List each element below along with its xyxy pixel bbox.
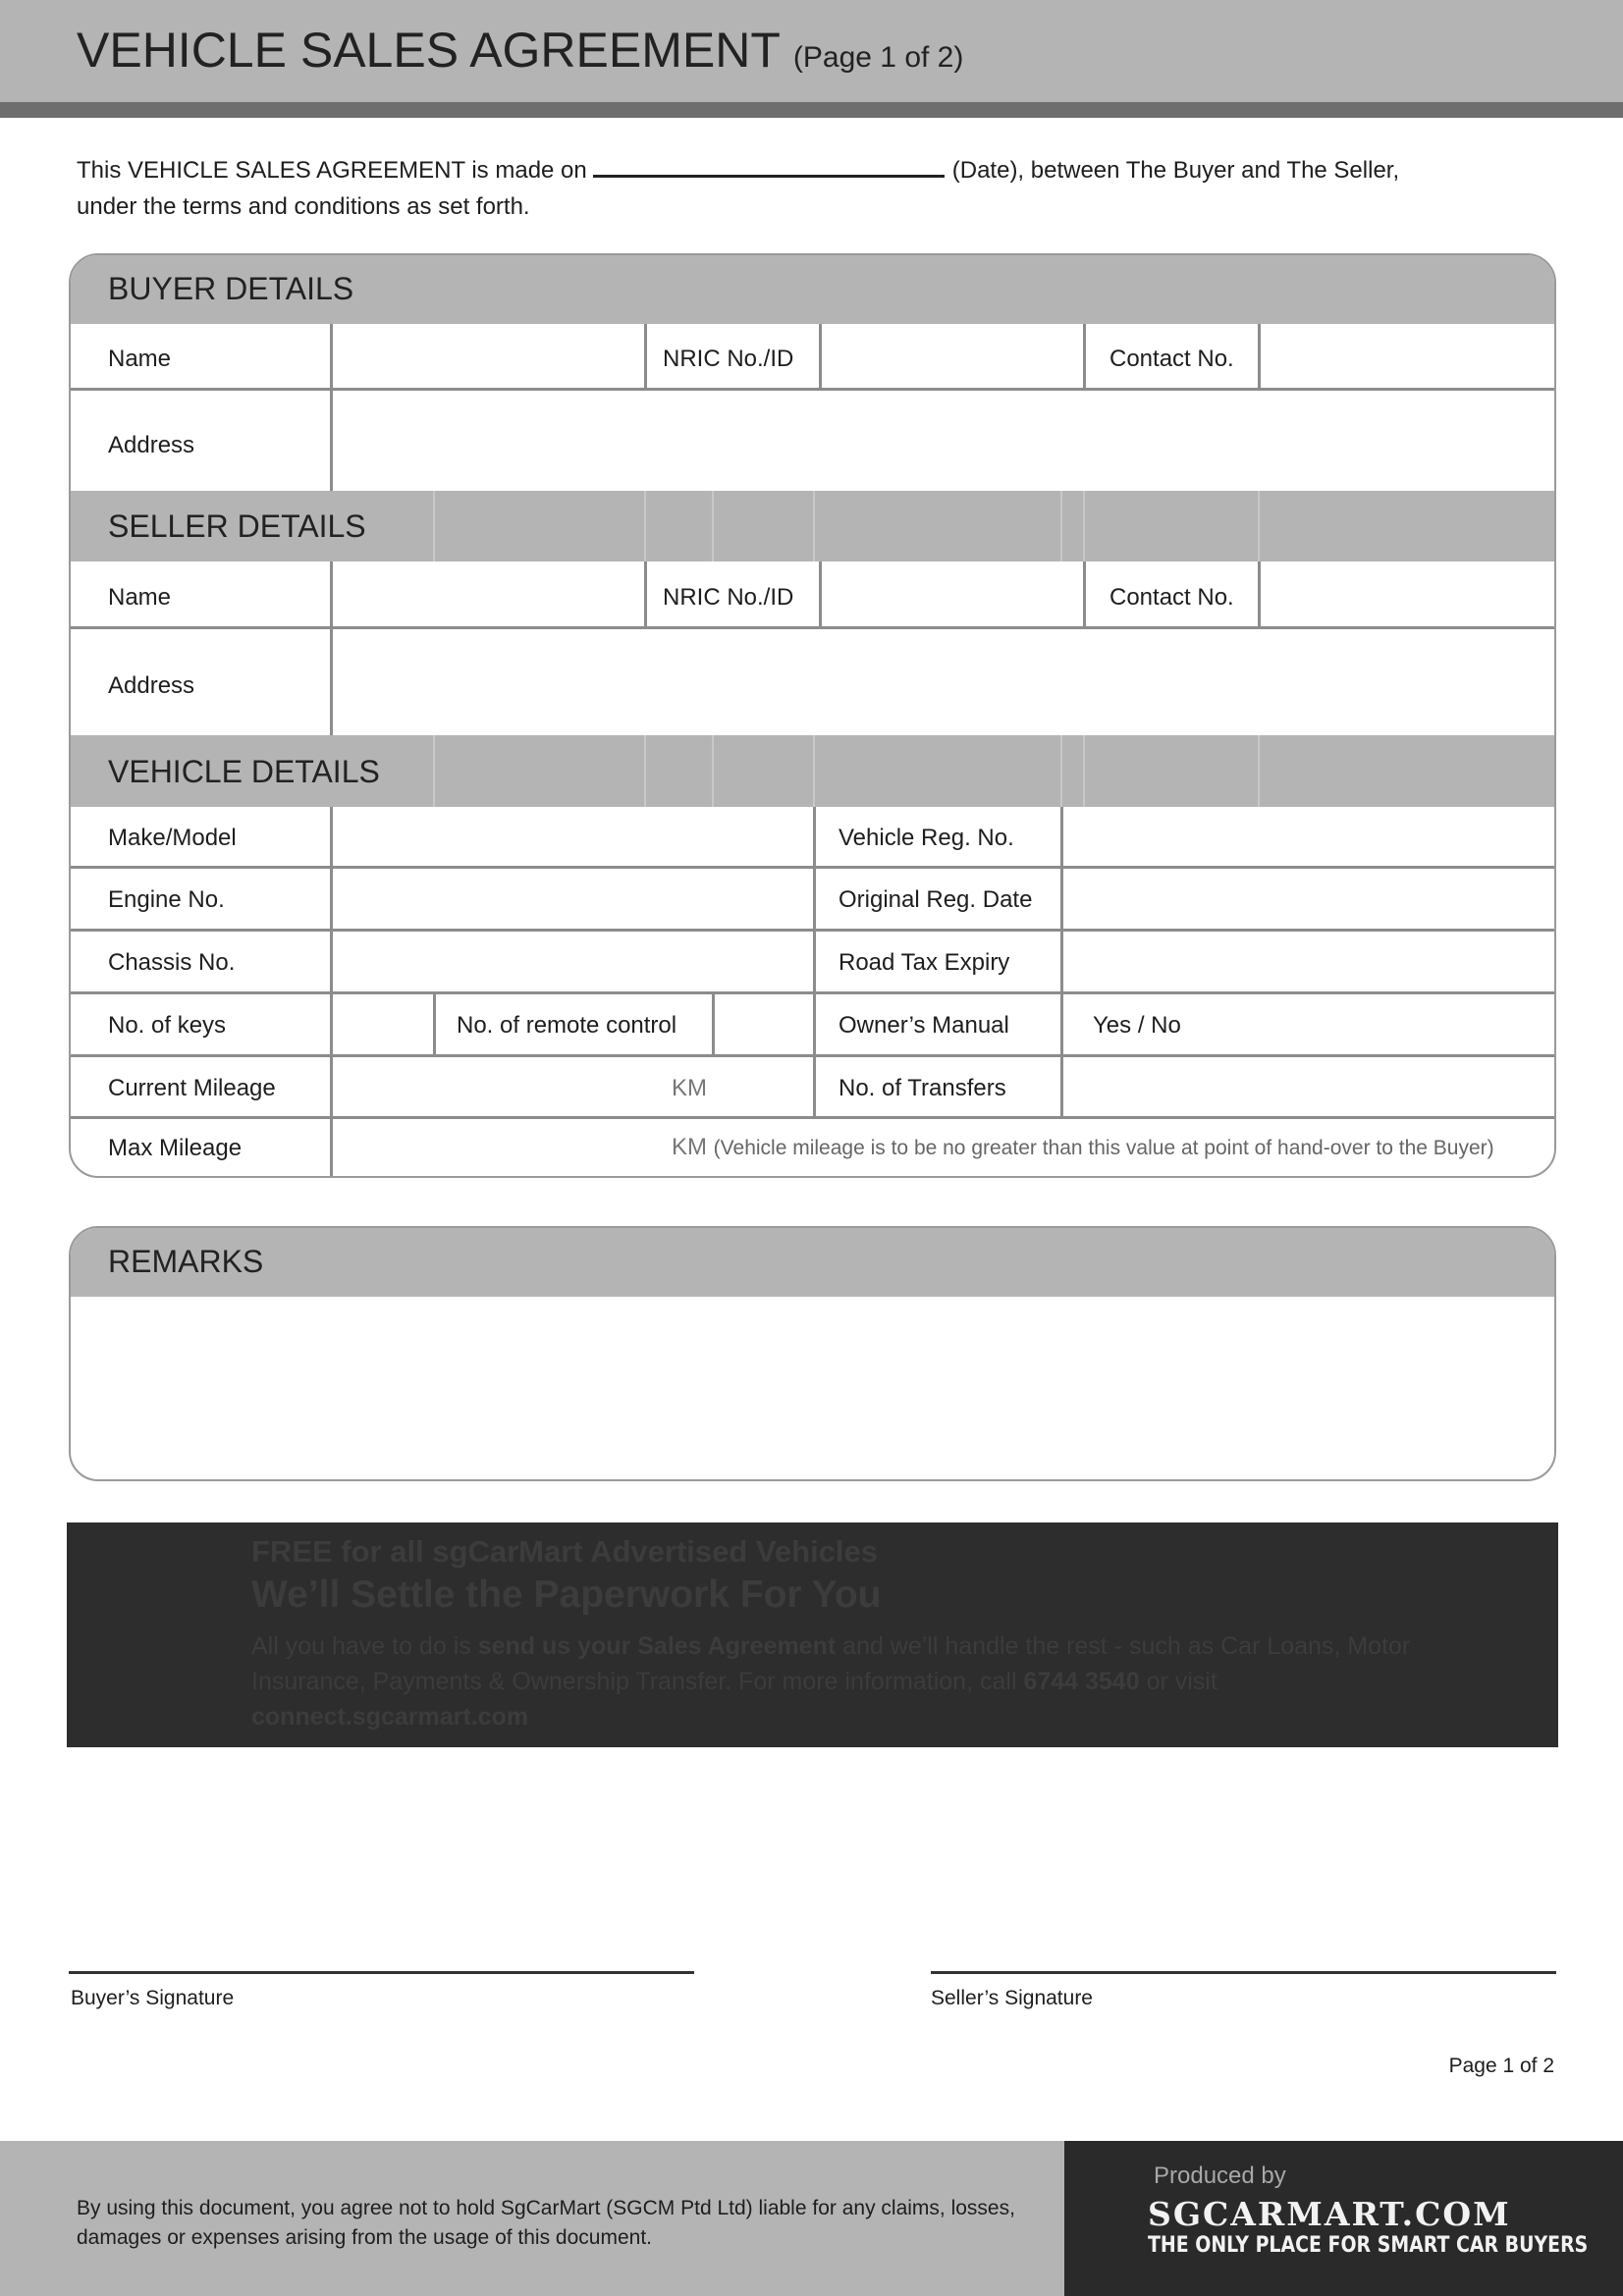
seller-name-field[interactable]	[333, 563, 643, 624]
buyer-name-label: Name	[108, 346, 172, 372]
current-mileage-field[interactable]	[333, 1057, 813, 1116]
divider	[644, 735, 646, 807]
owners-manual-label: Owner’s Manual	[839, 1012, 1009, 1039]
divider	[71, 1116, 1554, 1119]
document-page-subtitle: (Page 1 of 2)	[792, 41, 964, 74]
max-mileage-label: Max Mileage	[108, 1135, 243, 1161]
seller-name-label: Name	[108, 584, 172, 611]
buyer-signature-label: Buyer’s Signature	[71, 1987, 235, 2009]
intro-paragraph	[77, 152, 1399, 225]
vehicle-reg-no-label: Vehicle Reg. No.	[839, 825, 1014, 851]
divider	[712, 735, 714, 807]
promo-body	[251, 1629, 1459, 1735]
no-of-transfers-field[interactable]	[1063, 1057, 1555, 1116]
divider	[1258, 324, 1261, 388]
header-rule	[0, 102, 1623, 118]
divider	[813, 735, 815, 807]
promo-text-a: All you have to do is	[251, 1632, 478, 1660]
divider	[813, 807, 816, 1116]
buyer-id-label: NRIC No./ID	[663, 346, 794, 372]
buyer-name-field[interactable]	[333, 326, 712, 387]
buyer-address-label: Address	[108, 432, 195, 458]
seller-signature-label: Seller’s Signature	[931, 1987, 1093, 2009]
divider	[644, 561, 647, 626]
remarks-panel	[69, 1226, 1556, 1481]
buyer-contact-field[interactable]	[1261, 326, 1555, 387]
no-of-keys-label: No. of keys	[108, 1012, 227, 1039]
vehicle-reg-no-field[interactable]	[1063, 807, 1555, 866]
buyer-id-field[interactable]	[821, 326, 1086, 387]
divider	[1083, 561, 1086, 626]
footer-brand-band	[1064, 2141, 1623, 2296]
page-number: Page 1 of 2	[1448, 2055, 1554, 2077]
promo-phone: 6744 3540	[1023, 1668, 1140, 1695]
max-mileage-unit: KM	[672, 1134, 707, 1160]
sgcarmart-logo: SGCARMART.COM	[1148, 2195, 1511, 2233]
seller-contact-field[interactable]	[1261, 563, 1555, 624]
promo-text-d: or visit	[1139, 1668, 1217, 1695]
seller-contact-label: Contact No.	[1109, 584, 1234, 611]
seller-id-field[interactable]	[821, 563, 1082, 624]
divider	[330, 324, 333, 491]
divider	[644, 324, 647, 388]
divider	[433, 991, 436, 1054]
date-field[interactable]	[593, 152, 945, 178]
divider	[644, 491, 646, 561]
max-mileage-note: (Vehicle mileage is to be no greater than this value at point of hand-over to the Buyer)	[713, 1137, 1494, 1159]
max-mileage-field[interactable]	[333, 1119, 667, 1178]
divider	[819, 561, 822, 626]
seller-address-field[interactable]	[333, 629, 1555, 733]
make-model-field[interactable]	[333, 807, 813, 866]
document-title-text: VEHICLE SALES AGREEMENT	[77, 23, 780, 78]
seller-address-label: Address	[108, 672, 195, 699]
no-of-keys-field[interactable]	[333, 994, 433, 1054]
current-mileage-label: Current Mileage	[108, 1075, 276, 1101]
remarks-field[interactable]	[71, 1299, 1554, 1481]
brand-tagline: THE ONLY PLACE FOR SMART CAR BUYERS	[1148, 2233, 1589, 2258]
intro-suffix: (Date), between The Buyer and The Seller,	[951, 157, 1400, 184]
seller-section-title: SELLER DETAILS	[108, 508, 366, 544]
owners-manual-choice[interactable]: Yes / No	[1093, 1012, 1181, 1039]
divider	[433, 735, 435, 807]
promo-headline: FREE for all sgCarMart Advertised Vehicles	[251, 1534, 879, 1569]
divider	[1060, 735, 1062, 807]
no-of-remote-label: No. of remote control	[457, 1012, 677, 1039]
buyer-signature-line[interactable]	[69, 1971, 694, 1974]
make-model-label: Make/Model	[108, 825, 237, 851]
engine-no-label: Engine No.	[108, 886, 225, 913]
divider	[1083, 735, 1085, 807]
buyer-contact-label: Contact No.	[1109, 346, 1234, 372]
divider	[1258, 491, 1260, 561]
divider	[712, 491, 714, 561]
promo-banner	[67, 1522, 1558, 1747]
divider	[1083, 324, 1086, 388]
promo-text-c: and we’ll handle the rest - such as Car Loans, Motor Insurance, Payments & Ownership Transfer. For more information, call	[251, 1632, 1411, 1695]
divider	[1258, 735, 1260, 807]
original-reg-date-label: Original Reg. Date	[839, 886, 1033, 913]
road-tax-expiry-field[interactable]	[1063, 932, 1555, 991]
details-panel	[69, 253, 1556, 1178]
seller-id-label: NRIC No./ID	[663, 584, 794, 611]
vehicle-section-title: VEHICLE DETAILS	[108, 754, 380, 789]
chassis-no-field[interactable]	[333, 932, 813, 991]
promo-text-b: send us your Sales Agreement	[477, 1632, 837, 1660]
max-mileage-unit-and-note	[672, 1134, 1494, 1161]
divider	[330, 561, 333, 735]
no-of-transfers-label: No. of Transfers	[839, 1075, 1006, 1101]
divider	[433, 491, 435, 561]
divider	[1258, 561, 1261, 626]
engine-no-field[interactable]	[333, 869, 813, 929]
footer-disclaimer-band	[0, 2141, 1064, 2296]
buyer-section-title: BUYER DETAILS	[108, 271, 354, 306]
remarks-section-header	[71, 1228, 1554, 1297]
promo-url[interactable]: connect.sgcarmart.com	[251, 1703, 529, 1731]
divider	[819, 324, 822, 388]
divider	[1060, 491, 1062, 561]
intro-prefix: This VEHICLE SALES AGREEMENT is made on	[77, 157, 587, 184]
no-of-remote-field[interactable]	[715, 994, 813, 1054]
remarks-section-title: REMARKS	[108, 1244, 264, 1279]
produced-by-label: Produced by	[1154, 2163, 1286, 2189]
chassis-no-label: Chassis No.	[108, 949, 236, 976]
original-reg-date-field[interactable]	[1063, 869, 1555, 929]
footer-disclaimer: By using this document, you agree not to hold SgCarMart (SGCM Ptd Ltd) liable for any claims, losses, damages or expenses arising from the usage of this document.	[77, 2197, 1015, 2249]
divider	[1083, 491, 1085, 561]
divider	[813, 491, 815, 561]
current-mileage-unit: KM	[672, 1075, 707, 1101]
intro-line2: under the terms and conditions as set forth.	[77, 193, 530, 220]
document-title	[77, 22, 963, 79]
promo-title: We’ll Settle the Paperwork For You	[251, 1574, 882, 1616]
road-tax-expiry-label: Road Tax Expiry	[839, 949, 1010, 976]
buyer-address-field[interactable]	[333, 391, 1555, 489]
seller-signature-line[interactable]	[931, 1971, 1556, 1974]
